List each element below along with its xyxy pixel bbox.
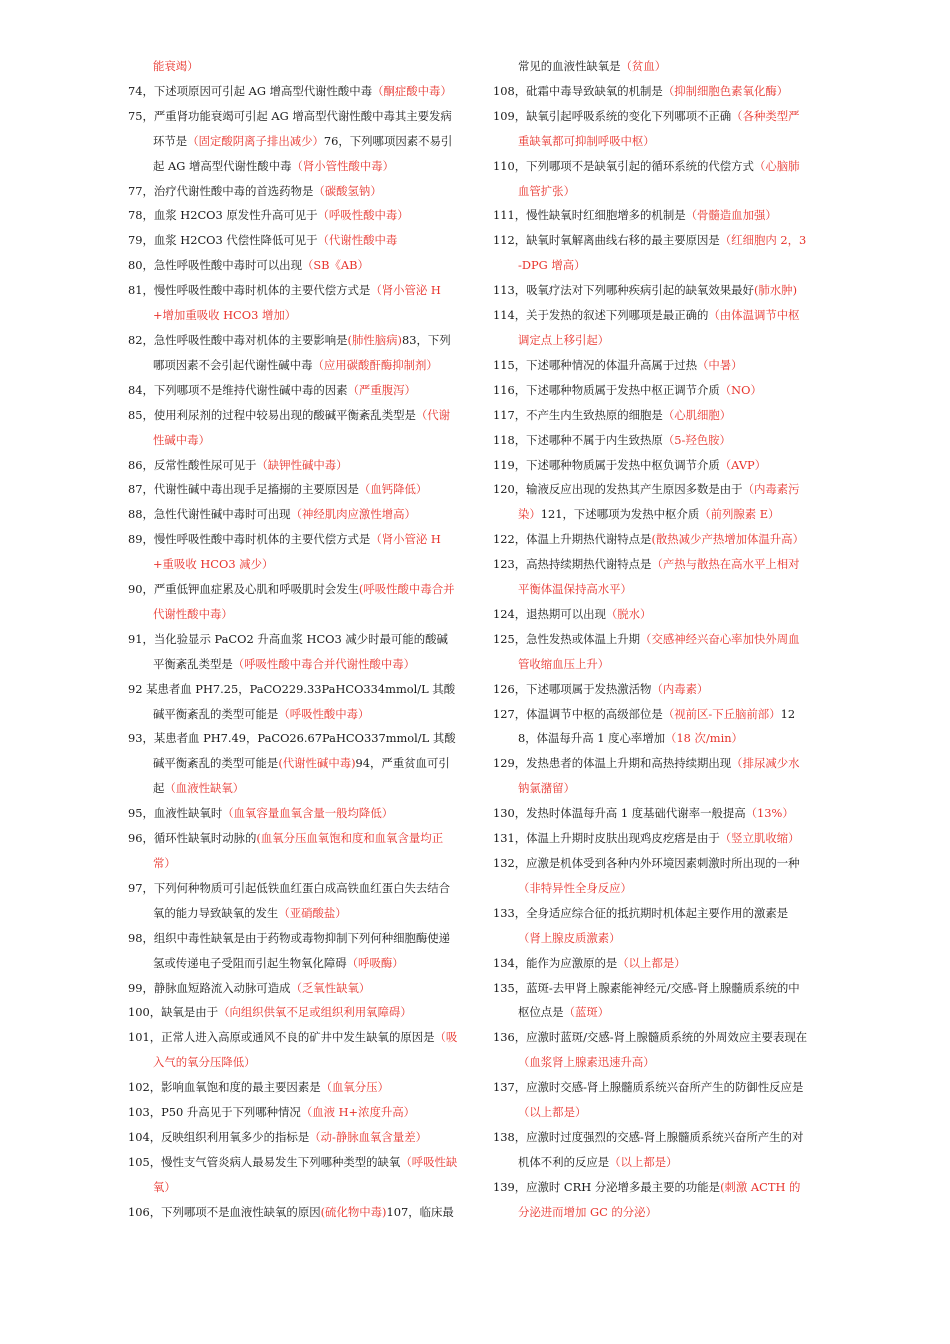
question-entry	[493, 901, 809, 951]
question-entry	[128, 577, 458, 627]
answer-text: （骨髓造血加强）	[685, 208, 777, 223]
question-text: 114，关于发热的叙述下列哪项是最正确的	[493, 308, 709, 323]
answer-text: （内毒素污染）	[518, 482, 800, 522]
question-text: 95，血液性缺氧时	[128, 806, 223, 821]
answer-text: （交感神经兴奋心率加快外周血管收缩血压上升）	[518, 631, 800, 671]
answer-text: （呼吸酶）	[346, 955, 404, 970]
question-entry	[493, 403, 809, 428]
answer-text: （肾小管泌 H+重吸收 HCO3 减少）	[153, 532, 441, 572]
question-text: 109，缺氧引起呼吸系统的变化下列哪项不正确	[493, 108, 732, 123]
answer-text: （竖立肌收缩）	[719, 831, 800, 846]
question-text: 90，严重低钾血症累及心肌和呼吸肌时会发生	[128, 582, 359, 597]
question-text: 120，输液反应出现的发热其产生原因多数是由于	[493, 482, 743, 497]
answer-text: （碳酸氢钠）	[313, 183, 382, 198]
question-entry	[128, 378, 458, 403]
question-text: 99，静脉血短路流入动脉可造成	[128, 980, 291, 995]
question-text: 97，下列何种物质可引起低铁血红蛋白成高铁血红蛋白失去结合氧的能力导致缺氧的发生	[128, 880, 451, 920]
answer-text: （视前区-下丘脑前部）	[662, 706, 781, 721]
question-text: 128，体温每升高 1 度心率增加	[518, 706, 796, 746]
answer-text: （心肌细胞）	[662, 407, 732, 422]
answer-text: （血氧容量血氧含量一般均降低）	[222, 806, 394, 821]
question-entry	[128, 453, 458, 478]
question-entry	[128, 253, 458, 278]
answer-text: （缺钾性碱中毒）	[256, 457, 348, 472]
question-entry	[128, 627, 458, 677]
question-text: 107，临床最	[386, 1204, 454, 1219]
answer-text: (硫化物中毒)	[320, 1204, 387, 1219]
question-text: 83，下列哪项因素不会引起代谢性碱中毒	[153, 332, 451, 372]
question-text: 84，下列哪项不是维持代谢性碱中毒的因素	[128, 382, 348, 397]
answer-text: （脱水）	[605, 606, 652, 621]
answer-text: （以上都是）	[617, 955, 686, 970]
answer-text: （肾小管性酸中毒）	[291, 158, 395, 173]
question-text: 75，严重肾功能衰竭可引起 AG 增高型代谢性酸中毒其主要发病环节是	[128, 108, 452, 148]
question-text: 94，严重贫血可引起	[153, 756, 450, 796]
question-text: 123，高热持续期热代谢特点是	[493, 557, 652, 572]
question-text: 139，应激时 CRH 分泌增多最主要的功能是	[493, 1179, 721, 1194]
question-text: 104，反映组织利用氧多少的指标是	[128, 1129, 310, 1144]
question-entry	[493, 677, 809, 702]
left-column	[128, 54, 458, 1225]
question-entry	[493, 228, 809, 278]
right-column	[493, 54, 809, 1225]
answer-text: （向组织供氧不足或组织利用氧障碍）	[218, 1005, 412, 1020]
answer-text: （固定酸阴离子排出减少）	[187, 133, 324, 148]
question-entry	[128, 726, 458, 801]
answer-text: (散热减少产热增加体温升高）	[651, 532, 804, 547]
question-entry	[493, 378, 809, 403]
question-entry	[128, 1100, 458, 1125]
answer-text: （蓝斑）	[563, 1005, 610, 1020]
question-text: 常见的血液性缺氧是	[518, 59, 621, 73]
answer-text: （血液 H+浓度升高）	[300, 1105, 416, 1120]
question-entry	[493, 801, 809, 826]
question-entry	[493, 453, 809, 478]
question-text: 132，应激是机体受到各种内外环境因素刺激时所出现的一种	[493, 856, 800, 870]
question-entry	[493, 552, 809, 602]
question-entry	[128, 79, 458, 104]
answer-text: （呼吸性缺氧）	[153, 1154, 458, 1194]
answer-text: （贫血）	[620, 59, 667, 73]
answer-text: （AVP）	[719, 457, 767, 472]
question-entry	[128, 1000, 458, 1025]
question-text: 115，下述哪种情况的体温升高属于过热	[493, 357, 697, 372]
answer-text: （各种类型严重缺氧都可抑制呼吸中枢）	[518, 108, 800, 148]
question-entry	[493, 1025, 809, 1075]
question-entry	[493, 527, 809, 552]
answer-text: （乏氧性缺氧）	[290, 980, 371, 995]
question-entry	[128, 926, 458, 976]
question-text: 131，体温上升期时皮肤出现鸡皮疙瘩是由于	[493, 831, 720, 846]
answer-text: (呼吸性酸中毒合并代谢性酸中毒）	[153, 582, 455, 621]
question-entry	[493, 702, 809, 752]
question-entry	[128, 677, 458, 727]
question-text: 106，下列哪项不是血液性缺氧的原因	[128, 1204, 321, 1219]
question-entry	[493, 851, 809, 901]
question-entry	[128, 1150, 458, 1200]
answer-text: （血氧分压）	[320, 1080, 389, 1095]
question-text: 134，能作为应激原的是	[493, 955, 618, 970]
question-entry	[493, 1175, 809, 1225]
answer-text: （抑制细胞色素氧化酶）	[662, 83, 789, 98]
answer-text: （心脑肺血管扩张）	[518, 158, 800, 198]
question-entry	[128, 228, 458, 253]
answer-text: （呼吸性酸中毒）	[278, 706, 370, 721]
answer-text: （代谢性碱中毒）	[153, 407, 451, 447]
answer-text: （18 次/min）	[665, 731, 743, 746]
question-text: 101，正常人进入高原或通风不良的矿井中发生缺氧的原因是	[128, 1030, 435, 1045]
question-text: 89，慢性呼吸性酸中毒时机体的主要代偿方式是	[128, 532, 371, 547]
answer-text: （应用碳酸酐酶抑制剂）	[312, 357, 438, 372]
question-entry	[493, 826, 809, 851]
question-text: 110，下列哪项不是缺氧引起的循环系统的代偿方式	[493, 158, 754, 173]
question-text: 138，应激时过度强烈的交感-肾上腺髓质系统兴奋所产生的对机体不利的反应是	[493, 1129, 804, 1169]
question-text: 98，组织中毒性缺氧是由于药物或毒物抑制下列何种细胞酶使递氢或传递电子受阻而引起生物氧化障碍	[128, 930, 451, 970]
question-entry	[128, 203, 458, 228]
answer-text: 能衰竭）	[153, 59, 199, 73]
question-entry	[493, 203, 809, 228]
question-text: 93，某患者血 PH7.49，PaCO26.67PaHCO337mmol/L 其酸碱平衡紊乱的类型可能是	[128, 731, 456, 771]
answer-text: （血液性缺氧）	[164, 781, 245, 796]
question-text: 136，应激时蓝斑/交感-肾上腺髓质系统的外周效应主要表现在	[493, 1030, 808, 1045]
question-text: 100，缺氧是由于	[128, 1005, 219, 1020]
answer-text: (血氧分压血氧饱和度和血氧含量均正常）	[153, 831, 444, 870]
question-entry	[493, 104, 809, 154]
question-text: 77，治疗代谢性酸中毒的首选药物是	[128, 183, 314, 198]
question-entry	[493, 1075, 809, 1125]
question-text: 80，急性呼吸性酸中毒时可以出现	[128, 258, 302, 273]
question-text: 113，吸氧疗法对下列哪种疾病引起的缺氧效果最好	[493, 283, 754, 298]
question-text: 81，慢性呼吸性酸中毒时机体的主要代偿方式是	[128, 283, 371, 298]
question-text: 86，反常性酸性尿可见于	[128, 457, 257, 472]
answer-text: （以上都是）	[518, 1105, 587, 1120]
question-entry	[128, 801, 458, 826]
question-text: 82，急性呼吸性酸中毒对机体的主要影响是	[128, 332, 348, 347]
question-entry	[128, 328, 458, 378]
question-entry	[493, 353, 809, 378]
question-text: 111，慢性缺氧时红细胞增多的机制是	[493, 208, 686, 223]
question-entry	[128, 403, 458, 453]
answer-text: （酮症酸中毒）	[372, 83, 452, 98]
question-text: 102，影响血氧饱和度的最主要因素是	[128, 1080, 321, 1095]
question-entry	[128, 179, 458, 204]
question-text: 125，急性发热或体温上升期	[493, 631, 641, 646]
answer-text: （血钙降低）	[358, 482, 428, 497]
question-text: 76，下列哪项因素不易引起 AG 增高型代谢性酸中毒	[153, 133, 453, 173]
question-text: 137，应激时交感-肾上腺髓质系统兴奋所产生的防御性反应是	[493, 1080, 804, 1095]
answer-text: （呼吸性酸中毒）	[317, 208, 409, 223]
question-entry	[128, 1025, 458, 1075]
question-entry	[128, 477, 458, 502]
question-text: 91，当化验显示 PaCO2 升高血浆 HCO3 减少时最可能的酸碱平衡紊乱类型是	[128, 631, 448, 671]
question-entry	[128, 1125, 458, 1150]
question-text: 88，急性代谢性碱中毒时可出现	[128, 507, 291, 522]
answer-text: (代谢性碱中毒)	[278, 756, 356, 771]
answer-text: （严重腹泻）	[347, 382, 416, 397]
question-text: 126，下述哪项属于发热激活物	[493, 681, 652, 696]
question-text: 130，发热时体温每升高 1 度基础代谢率一般提高	[493, 806, 746, 821]
question-text: 133，全身适应综合征的抵抗期时机体起主要作用的激素是	[493, 905, 789, 920]
question-entry	[493, 751, 809, 801]
question-entry	[128, 502, 458, 527]
answer-text: （产热与散热在高水平上相对平衡体温保持高水平）	[518, 557, 800, 597]
answer-text: （中暑）	[697, 357, 743, 372]
question-entry	[493, 278, 809, 303]
question-entry	[493, 154, 809, 204]
answer-text: （13%）	[745, 806, 794, 821]
question-text: 124，退热期可以出现	[493, 606, 606, 621]
question-text: 135，蓝斑-去甲肾上腺素能神经元/交感-肾上腺髓质系统的中枢位点是	[493, 980, 800, 1020]
answer-text: （代谢性酸中毒	[317, 233, 398, 248]
answer-text: （内毒素）	[651, 681, 709, 696]
question-entry	[128, 876, 458, 926]
question-text: 96，循环性缺氧时动脉的	[128, 831, 257, 846]
answer-text: (肺水肿)	[753, 283, 798, 298]
question-entry	[128, 278, 458, 328]
answer-text: （亚硝酸盐）	[278, 905, 347, 920]
question-text: 78，血浆 H2CO3 原发性升高可见于	[128, 208, 318, 223]
question-text: 129，发热患者的体温上升期和高热持续期出现	[493, 756, 732, 771]
question-text: 112，缺氧时氧解离曲线右移的最主要原因是	[493, 233, 720, 248]
question-text: 108，砒霜中毒导致缺氧的机制是	[493, 83, 663, 98]
question-text: 105，慢性支气管炎病人最易发生下列哪种类型的缺氧	[128, 1154, 401, 1169]
answer-text: （SB《AB）	[301, 258, 369, 273]
question-entry	[128, 104, 458, 179]
question-entry	[128, 976, 458, 1001]
answer-text: （由体温调节中枢调定点上移引起）	[518, 308, 800, 347]
answer-text: （动-静脉血氧含量差）	[309, 1129, 427, 1144]
question-entry	[128, 527, 458, 577]
question-text: 122，体温上升期热代谢特点是	[493, 532, 652, 547]
question-entry	[493, 1125, 809, 1175]
question-entry	[493, 951, 809, 976]
question-text: 79，血浆 H2CO3 代偿性降低可见于	[128, 233, 318, 248]
question-entry	[493, 303, 809, 353]
question-text: 92 某患者血 PH7.25，PaCO229.33PaHCO334mmol/L 其酸碱平衡紊乱的类型可能是	[128, 681, 456, 721]
answer-text: （血浆肾上腺素迅速升高）	[518, 1055, 655, 1070]
question-entry	[493, 602, 809, 627]
question-entry	[493, 976, 809, 1026]
answer-text: (刺激 ACTH 的分泌进而增加 GC 的分泌）	[518, 1179, 801, 1219]
answer-text: （以上都是）	[609, 1154, 678, 1169]
question-text: 127，体温调节中枢的高级部位是	[493, 706, 663, 721]
question-entry	[128, 826, 458, 876]
question-entry	[493, 627, 809, 677]
question-entry	[493, 428, 809, 453]
answer-text: （红细胞内 2，3-DPG 增高）	[518, 233, 807, 273]
entry-continuation	[128, 54, 458, 79]
question-text: 74，下述项原因可引起 AG 增高型代谢性酸中毒	[128, 83, 373, 98]
question-text: 117，不产生内生致热原的细胞是	[493, 407, 663, 422]
question-text: 119，下述哪种物质属于发热中枢负调节介质	[493, 457, 720, 472]
answer-text: （肾上腺皮质激素）	[518, 930, 621, 945]
answer-text: （吸入气的氧分压降低）	[153, 1030, 458, 1070]
question-text: 103，P50 升高见于下列哪种情况	[128, 1105, 301, 1120]
question-text: 87，代谢性碱中毒出现手足搐搦的主要原因是	[128, 482, 359, 497]
entry-continuation	[493, 54, 809, 79]
answer-text: （NO）	[719, 382, 762, 397]
question-entry	[128, 1200, 458, 1225]
question-text: 118，下述哪种不属于内生致热原	[493, 432, 663, 447]
answer-text: （排尿减少水钠氯潴留）	[518, 756, 800, 796]
answer-text: （前列腺素 E）	[699, 507, 780, 522]
question-entry	[493, 79, 809, 104]
question-text: 121，下述哪项为发热中枢介质	[540, 507, 700, 522]
answer-text: （呼吸性酸中毒合并代谢性酸中毒）	[232, 656, 416, 671]
answer-text: （神经肌肉应激性增高）	[290, 507, 416, 522]
answer-text: (肺性脑病)	[347, 332, 402, 347]
question-text: 116，下述哪种物质属于发热中枢正调节介质	[493, 382, 720, 397]
question-entry	[493, 477, 809, 527]
answer-text: （5-羟色胺）	[662, 432, 731, 447]
question-text: 85，使用利尿剂的过程中较易出现的酸碱平衡紊乱类型是	[128, 407, 416, 422]
answer-text: （非特异性全身反应）	[518, 880, 632, 895]
answer-text: （肾小管泌 H+增加重吸收 HCO3 增加）	[153, 283, 441, 323]
question-entry	[128, 1075, 458, 1100]
